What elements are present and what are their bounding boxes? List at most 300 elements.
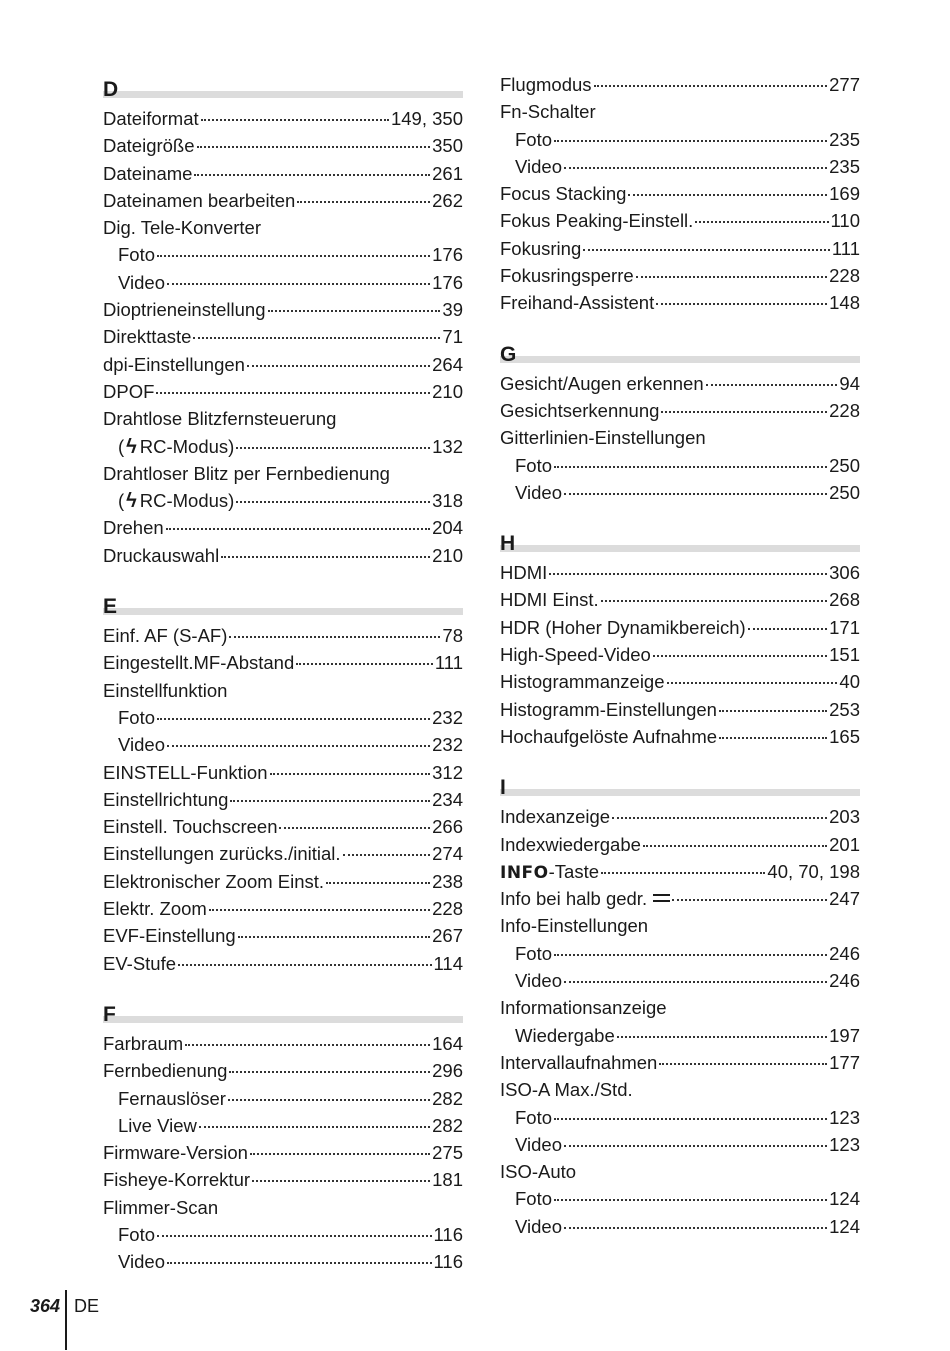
entry-term <box>103 542 219 569</box>
entry-term <box>103 460 390 487</box>
entry-term <box>500 858 599 887</box>
page-ref: 250 <box>829 481 860 503</box>
index-subentry <box>500 1022 860 1049</box>
index-subentry <box>103 704 463 731</box>
entry-text: Video <box>118 734 165 756</box>
section-header-bar <box>103 1016 463 1023</box>
entry-text: Direkttaste <box>103 326 192 348</box>
index-subentry <box>500 479 860 506</box>
dot-leader <box>228 1099 430 1101</box>
dot-leader <box>230 800 430 802</box>
index-subentry <box>103 241 463 268</box>
entry-text: Fokusringsperre <box>500 265 634 287</box>
entry-text: Gesichtserkennung <box>500 399 660 421</box>
index-subentry <box>103 731 463 758</box>
entry-term <box>103 405 336 432</box>
index-subentry <box>500 940 860 967</box>
page-ref: 132 <box>432 435 463 457</box>
entry-text: Einstellfunktion <box>103 679 228 701</box>
page-ref: 39 <box>442 299 463 321</box>
index-entry <box>103 649 463 676</box>
dot-leader <box>748 628 827 630</box>
dot-leader <box>178 964 431 966</box>
entry-term <box>103 786 228 813</box>
page-ref: 238 <box>432 870 463 892</box>
index-entry <box>103 323 463 350</box>
dot-leader <box>583 249 830 251</box>
page-ref: 197 <box>829 1024 860 1046</box>
entry-term <box>500 586 599 613</box>
entry-term <box>500 831 641 858</box>
entry-text: Foto <box>515 454 553 476</box>
dot-leader <box>252 1180 430 1182</box>
section-header <box>500 333 860 365</box>
index-section <box>103 68 463 569</box>
page-ref: 116 <box>433 1251 463 1273</box>
entry-term <box>515 1131 562 1158</box>
footer-divider <box>65 1290 67 1350</box>
dot-leader <box>236 447 430 449</box>
section-header-bar <box>500 545 860 552</box>
entry-term <box>103 895 207 922</box>
entry-text: DPOF <box>103 380 155 402</box>
index-entry <box>500 424 860 451</box>
index-entry <box>103 1030 463 1057</box>
entry-term <box>103 1057 227 1084</box>
page-ref: 210 <box>432 380 463 402</box>
entry-text: Fernauslöser <box>118 1087 226 1109</box>
dot-leader <box>250 1153 430 1155</box>
dot-leader <box>326 882 430 884</box>
dot-leader <box>166 528 430 530</box>
section-letter: F <box>103 1002 116 1026</box>
index-section <box>500 522 860 750</box>
entry-term <box>103 296 266 323</box>
entry-text: Dateigröße <box>103 135 195 157</box>
index-entry <box>103 214 463 241</box>
entry-text: Foto <box>515 942 553 964</box>
entry-text: Elektronischer Zoom Einst. <box>103 870 325 892</box>
page-ref: 228 <box>829 265 860 287</box>
page-ref: 350 <box>432 135 463 157</box>
entry-term <box>103 649 294 676</box>
entry-term <box>500 1158 576 1185</box>
entry-text: Foto <box>515 1188 553 1210</box>
entry-term <box>500 207 693 234</box>
dot-leader <box>185 1044 430 1046</box>
dot-leader <box>612 817 827 819</box>
dot-leader <box>247 365 430 367</box>
dot-leader <box>199 1126 430 1128</box>
entry-text: Foto <box>515 1106 553 1128</box>
entry-text: Elektr. Zoom <box>103 898 207 920</box>
index-subentry <box>103 1112 463 1139</box>
entry-text: Gitterlinien-Einstellungen <box>500 427 706 449</box>
entry-term <box>500 885 670 912</box>
entry-text: EV-Stufe <box>103 952 177 974</box>
index-entry <box>500 803 860 830</box>
entry-text: Fokusring <box>500 237 582 259</box>
entry-term <box>118 704 155 731</box>
dot-leader <box>279 827 430 829</box>
entry-text: RC-Modus) <box>139 490 235 512</box>
entry-term <box>118 241 155 268</box>
dot-leader <box>656 303 827 305</box>
entry-text: Einf. AF (S-AF) <box>103 625 228 647</box>
entry-text: Histogrammanzeige <box>500 671 665 693</box>
entry-term <box>103 922 236 949</box>
index-entry <box>500 614 860 641</box>
index-entry <box>103 622 463 649</box>
entry-term <box>103 1166 250 1193</box>
dot-leader <box>564 493 827 495</box>
entry-term <box>500 994 667 1021</box>
index-entry <box>103 351 463 378</box>
page-ref: 123 <box>829 1106 860 1128</box>
page-ref: 228 <box>432 898 463 920</box>
entry-text: Focus Stacking <box>500 183 627 205</box>
page-ref: 235 <box>829 128 860 150</box>
dot-leader <box>229 1071 430 1073</box>
entry-term <box>103 813 277 840</box>
index-entry <box>500 912 860 939</box>
index-entry <box>500 696 860 723</box>
index-column-left <box>103 68 463 1278</box>
entry-text: Video <box>118 1251 165 1273</box>
dot-leader <box>157 1235 431 1237</box>
entry-text: Fokus Peaking-Einstell. <box>500 210 694 232</box>
entry-term <box>500 1049 657 1076</box>
index-entry <box>500 235 860 262</box>
index-entry <box>500 559 860 586</box>
entry-text: Foto <box>118 706 156 728</box>
dot-leader <box>661 411 827 413</box>
index-entry <box>500 831 860 858</box>
dot-leader <box>201 119 389 121</box>
index-entry <box>500 397 860 424</box>
dot-leader <box>695 221 828 223</box>
dot-leader <box>554 1118 827 1120</box>
section-letter: E <box>103 595 118 619</box>
dot-leader <box>601 872 765 874</box>
page-ref: 266 <box>432 816 463 838</box>
dot-leader <box>667 682 838 684</box>
entry-text: Foto <box>515 128 553 150</box>
index-entry <box>500 262 860 289</box>
entry-term <box>103 950 176 977</box>
page-ref: 232 <box>432 706 463 728</box>
entry-term <box>500 559 547 586</box>
page-ref: 203 <box>829 806 860 828</box>
entry-term <box>500 641 651 668</box>
index-entry <box>103 1057 463 1084</box>
entry-text: Video <box>515 1133 562 1155</box>
dot-leader <box>719 710 827 712</box>
entry-text: ISO-Auto <box>500 1161 577 1183</box>
index-entry <box>103 132 463 159</box>
index-entry <box>103 378 463 405</box>
page-ref: 171 <box>829 616 860 638</box>
entry-term <box>500 723 717 750</box>
dot-leader <box>601 600 827 602</box>
entry-term <box>500 98 596 125</box>
entry-term <box>103 1194 218 1221</box>
entry-text: Wiedergabe <box>515 1024 615 1046</box>
entry-text: Drehen <box>103 517 164 539</box>
dot-leader <box>554 140 827 142</box>
page-ref: 247 <box>829 888 860 910</box>
page-ref: 148 <box>829 292 860 314</box>
section-header <box>500 766 860 798</box>
entry-text: Dioptrieneinstellung <box>103 299 266 321</box>
entry-text: HDR (Hoher Dynamikbereich) <box>500 616 746 638</box>
entry-text: Drahtlose Blitzfernsteuerung <box>103 408 337 430</box>
entry-text: EINSTELL-Funktion <box>103 761 268 783</box>
dot-leader <box>268 310 441 312</box>
index-entry <box>103 405 463 432</box>
index-entry <box>500 370 860 397</box>
page-ref: 306 <box>829 562 860 584</box>
entry-term <box>515 1213 562 1240</box>
index-section <box>103 585 463 977</box>
entry-text: Fernbedienung <box>103 1060 228 1082</box>
entry-term <box>103 323 191 350</box>
index-entry <box>103 813 463 840</box>
dot-leader <box>197 146 431 148</box>
section-header <box>500 522 860 554</box>
entry-text: Histogramm-Einstellungen <box>500 698 717 720</box>
index-entry <box>103 895 463 922</box>
index-subentry <box>500 126 860 153</box>
entry-term <box>500 912 648 939</box>
entry-term <box>515 479 562 506</box>
entry-term <box>515 967 562 994</box>
entry-text: Dateiname <box>103 162 193 184</box>
page-ref: 116 <box>433 1223 463 1245</box>
entry-text: Fn-Schalter <box>500 101 596 123</box>
entry-text: Freihand-Assistent <box>500 292 655 314</box>
entry-text: Einstell. Touchscreen <box>103 816 278 838</box>
entry-text: Farbraum <box>103 1032 184 1054</box>
dot-leader <box>343 854 431 856</box>
page-ref: 201 <box>829 833 860 855</box>
dot-leader <box>156 392 430 394</box>
dot-leader <box>238 936 430 938</box>
page-ref: 204 <box>432 517 463 539</box>
dot-leader <box>636 276 827 278</box>
dot-leader <box>194 174 430 176</box>
entry-text: dpi-Einstellungen <box>103 353 245 375</box>
entry-text: Hochaufgelöste Aufnahme <box>500 725 718 747</box>
page-ref: 274 <box>432 843 463 865</box>
entry-text: Eingestellt.MF-Abstand <box>103 652 295 674</box>
entry-term <box>103 759 268 786</box>
page-number: 364 <box>30 1296 61 1316</box>
entry-text: Video <box>515 1215 562 1237</box>
entry-text: Druckauswahl <box>103 544 220 566</box>
page-ref: 275 <box>432 1142 463 1164</box>
dot-leader <box>167 283 430 285</box>
entry-text: Foto <box>118 1223 156 1245</box>
index-entry <box>500 858 860 885</box>
page-ref: 312 <box>432 761 463 783</box>
index-entry <box>500 641 860 668</box>
entry-term <box>103 868 324 895</box>
dot-leader <box>157 255 430 257</box>
entry-text: Flimmer-Scan <box>103 1196 219 1218</box>
entry-term <box>118 1248 165 1275</box>
index-subentry <box>500 1213 860 1240</box>
page-ref: 176 <box>432 244 463 266</box>
section-header-bar <box>500 356 860 363</box>
index-entry <box>500 723 860 750</box>
entry-text: Einstellrichtung <box>103 788 229 810</box>
section-letter: G <box>500 342 517 366</box>
page-ref: 151 <box>829 644 860 666</box>
entry-text: HDMI Einst. <box>500 589 599 611</box>
index-entry <box>103 514 463 541</box>
page-ref: 210 <box>432 544 463 566</box>
dot-leader <box>554 954 827 956</box>
entry-term <box>515 153 562 180</box>
page-ref: 262 <box>432 189 463 211</box>
page-ref: 124 <box>829 1215 860 1237</box>
entry-text: Dig. Tele-Konverter <box>103 217 262 239</box>
entry-term <box>500 289 654 316</box>
dot-leader <box>270 773 431 775</box>
index-subentry <box>103 487 463 514</box>
page-ref: 169 <box>829 183 860 205</box>
index-entry <box>500 289 860 316</box>
open-paren: ( <box>118 490 125 512</box>
index-subentry <box>500 967 860 994</box>
entry-text: Info bei halb gedr. <box>500 888 648 910</box>
entry-term <box>103 160 192 187</box>
page-ref: 94 <box>839 372 860 394</box>
index-entry <box>103 786 463 813</box>
index-subentry <box>500 1185 860 1212</box>
page-ref: 250 <box>829 454 860 476</box>
entry-term <box>500 397 659 424</box>
page-ref: 110 <box>830 210 860 232</box>
entry-term <box>118 731 165 758</box>
entry-text: Video <box>515 155 562 177</box>
index-entry <box>500 98 860 125</box>
entry-text: Einstellungen zurücks./initial. <box>103 843 341 865</box>
index-entry <box>500 1158 860 1185</box>
dot-leader <box>594 85 828 87</box>
dot-leader <box>167 1262 432 1264</box>
entry-term <box>515 1022 615 1049</box>
index-entry <box>500 71 860 98</box>
dot-leader <box>564 1227 827 1229</box>
entry-text: Video <box>515 481 562 503</box>
entry-text: Foto <box>118 244 156 266</box>
half-press-icon <box>653 894 670 902</box>
dot-leader <box>672 899 827 901</box>
entry-term <box>103 378 154 405</box>
page-ref: 318 <box>432 490 463 512</box>
page-ref: 296 <box>432 1060 463 1082</box>
entry-term <box>103 351 245 378</box>
dot-leader <box>167 745 430 747</box>
index-section <box>500 333 860 506</box>
entry-term <box>515 1104 552 1131</box>
entry-term <box>118 1085 226 1112</box>
info-button-logo: INFO <box>500 862 549 883</box>
entry-term <box>118 487 234 515</box>
page-ref: 176 <box>432 271 463 293</box>
dot-leader <box>193 337 440 339</box>
entry-term <box>500 180 626 207</box>
entry-term <box>500 696 717 723</box>
page-ref: 264 <box>432 353 463 375</box>
index-entry <box>103 922 463 949</box>
index-entry <box>500 668 860 695</box>
entry-text: EVF-Einstellung <box>103 925 236 947</box>
entry-text: Fisheye-Korrektur <box>103 1169 251 1191</box>
page-ref: 124 <box>829 1188 860 1210</box>
index-subentry <box>500 1104 860 1131</box>
entry-term <box>500 668 665 695</box>
index-entry <box>103 677 463 704</box>
entry-term <box>515 1185 552 1212</box>
index-entry <box>500 885 860 912</box>
page-ref: 282 <box>432 1087 463 1109</box>
page-ref: 228 <box>829 399 860 421</box>
entry-text: RC-Modus) <box>139 435 235 457</box>
index-subentry <box>103 269 463 296</box>
index-subentry <box>500 153 860 180</box>
page-ref: 111 <box>434 652 463 674</box>
entry-text: Flugmodus <box>500 74 592 95</box>
entry-term <box>118 1221 155 1248</box>
flash-icon: ϟ <box>126 435 137 458</box>
entry-term <box>118 269 165 296</box>
entry-term <box>103 677 227 704</box>
page-ref: 177 <box>829 1051 860 1073</box>
index-entry <box>103 759 463 786</box>
page-ref: 268 <box>829 589 860 611</box>
index-entry <box>103 840 463 867</box>
page-ref: 282 <box>432 1114 463 1136</box>
entry-text: Video <box>515 970 562 992</box>
dot-leader <box>221 556 430 558</box>
section-letter: D <box>103 78 119 101</box>
section-header <box>103 993 463 1025</box>
entry-term <box>103 514 164 541</box>
entry-text: Drahtloser Blitz per Fernbedienung <box>103 462 390 484</box>
page-ref: 149, 350 <box>390 108 463 129</box>
page-ref: 261 <box>432 162 463 184</box>
page-ref: 232 <box>432 734 463 756</box>
dot-leader <box>157 718 430 720</box>
dot-leader <box>628 194 827 196</box>
index-section <box>500 766 860 1240</box>
entry-text: Info-Einstellungen <box>500 915 649 937</box>
entry-text: Live View <box>118 1114 197 1136</box>
section-letter: I <box>500 776 506 800</box>
entry-term <box>103 622 227 649</box>
entry-term <box>103 214 261 241</box>
index-subentry <box>500 1131 860 1158</box>
dot-leader <box>236 501 430 503</box>
dot-leader <box>564 981 827 983</box>
dot-leader <box>706 384 838 386</box>
index-entry <box>500 180 860 207</box>
section-header-bar <box>103 91 463 98</box>
entry-term <box>500 424 706 451</box>
